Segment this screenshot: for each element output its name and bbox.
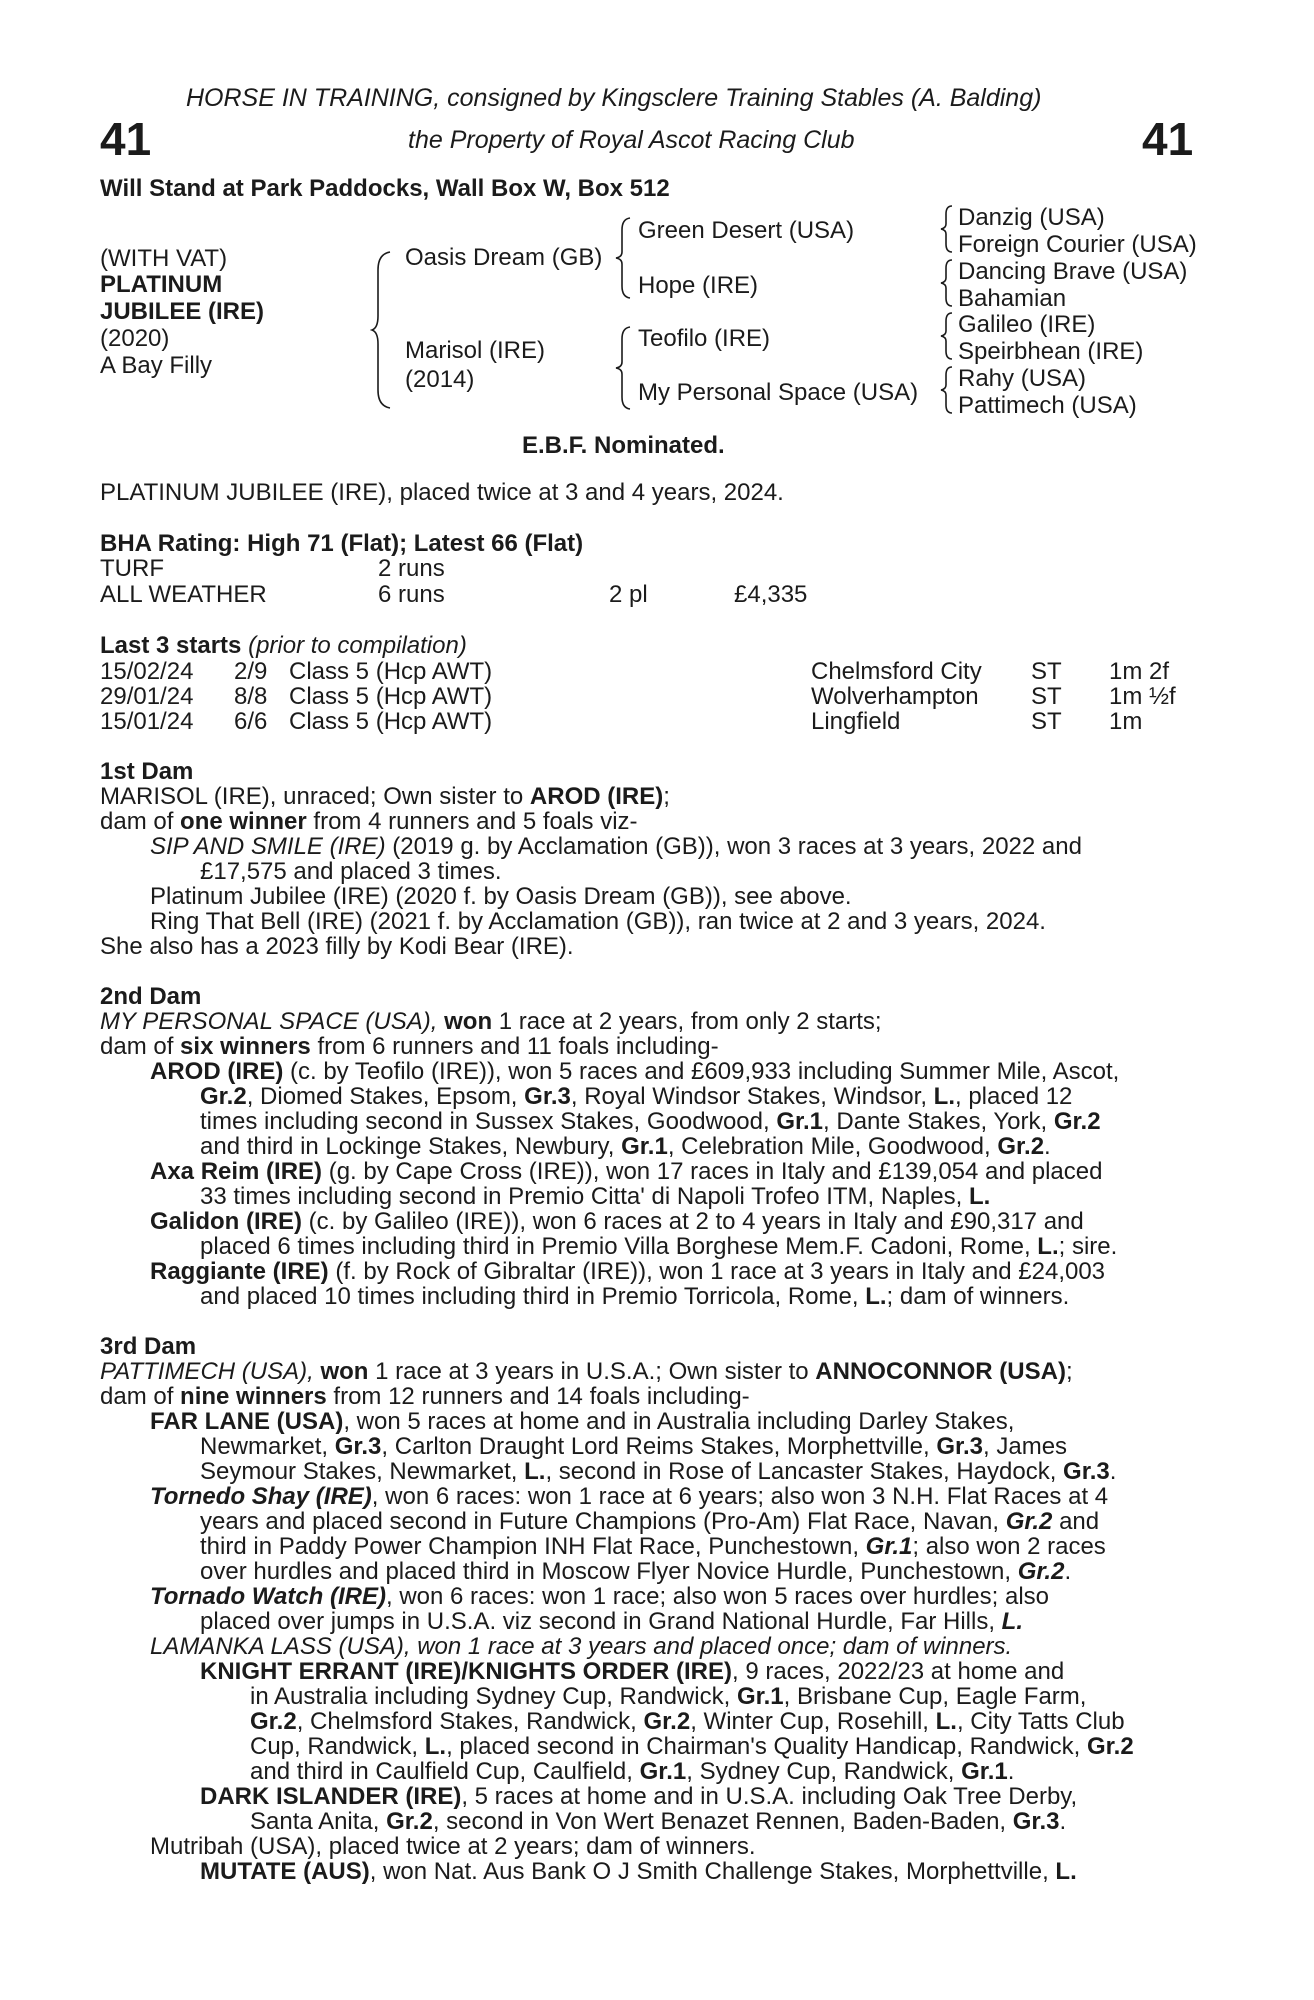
third-dam-line: placed over jumps in U.S.A. viz second in Grand National Hurdle, Far Hills, L.	[200, 1608, 1023, 1635]
bha-runs: 2 runs	[378, 555, 445, 582]
pedigree-dam-sire: Teofilo (IRE)	[638, 325, 771, 352]
second-dam-line: and placed 10 times including third in Premio Torricola, Rome, L.; dam of winners.	[200, 1283, 1070, 1310]
pedigree-sire: Oasis Dream (GB)	[405, 244, 603, 271]
third-dam-line: Santa Anita, Gr.2, second in Von Wert Benazet Rennen, Baden-Baden, Gr.3.	[250, 1808, 1067, 1835]
third-dam-line: in Australia including Sydney Cup, Randwick, Gr.1, Brisbane Cup, Eagle Farm,	[250, 1683, 1087, 1710]
second-dam-line: times including second in Sussex Stakes, Goodwood, Gr.1, Dante Stakes, York, Gr.2	[200, 1108, 1101, 1135]
third-dam-line: third in Paddy Power Champion INH Flat Race, Punchestown, Gr.1; also won 2 races	[200, 1533, 1106, 1560]
third-dam-line: LAMANKA LASS (USA), won 1 race at 3 years and placed once; dam of winners.	[150, 1633, 1013, 1660]
bha-rating: BHA Rating: High 71 (Flat); Latest 66 (Flat)	[100, 530, 584, 557]
second-dam-line: placed 6 times including third in Premio Villa Borghese Mem.F. Cadoni, Rome, L.; sire.	[200, 1233, 1118, 1260]
second-dam-line: Axa Reim (IRE) (g. by Cape Cross (IRE)), won 17 races in Italy and £139,054 and placed	[150, 1158, 1103, 1185]
start-going: ST	[1031, 658, 1062, 685]
last-starts-heading	[100, 633, 467, 659]
pedigree-dsd: Speirbhean (IRE)	[958, 338, 1144, 365]
bha-surface: TURF	[100, 555, 164, 582]
pedigree-dss: Galileo (IRE)	[958, 311, 1096, 338]
lot-number-right: 41	[1142, 113, 1194, 165]
second-dam-line: dam of six winners from 6 runners and 11 foals including-	[100, 1033, 719, 1060]
race-summary: PLATINUM JUBILEE (IRE), placed twice at 3 and 4 years, 2024.	[100, 479, 784, 506]
stand-location: Will Stand at Park Paddocks, Wall Box W, Box 512	[100, 175, 670, 202]
third-dam-line: dam of nine winners from 12 runners and 14 foals including-	[100, 1383, 750, 1410]
second-dam-line: 33 times including second in Premio Citta' di Napoli Trofeo ITM, Naples, L.	[200, 1183, 991, 1210]
pedigree-ssd: Foreign Courier (USA)	[958, 231, 1197, 258]
first-dam-line: SIP AND SMILE (IRE) (2019 g. by Acclamation (GB)), won 3 races at 3 years, 2022 and	[150, 833, 1082, 860]
bha-prize: £4,335	[734, 581, 808, 608]
third-dam-line: over hurdles and placed third in Moscow Flyer Novice Hurdle, Punchestown, Gr.2.	[200, 1558, 1072, 1585]
start-position: 8/8	[234, 683, 268, 710]
first-dam-line: dam of one winner from 4 runners and 5 foals viz-	[100, 808, 638, 835]
start-course: Wolverhampton	[811, 683, 979, 710]
pedigree-dam-dam: My Personal Space (USA)	[638, 379, 919, 406]
pedigree-dam: Marisol (IRE)	[405, 337, 546, 364]
bha-placed: 2 pl	[609, 581, 648, 608]
pedigree-dds: Rahy (USA)	[958, 365, 1087, 392]
first-dam-line: Ring That Bell (IRE) (2021 f. by Acclamation (GB)), ran twice at 2 and 3 years, 2024.	[150, 908, 1046, 935]
third-dam-line: Seymour Stakes, Newmarket, L., second in Rose of Lancaster Stakes, Haydock, Gr.3.	[200, 1458, 1117, 1485]
pedigree-brace-dam	[614, 325, 636, 411]
horse-name-line1: PLATINUM	[100, 271, 223, 298]
first-dam-line: £17,575 and placed 3 times.	[200, 858, 502, 885]
ebf-nominated: E.B.F. Nominated.	[522, 432, 725, 459]
start-going: ST	[1031, 683, 1062, 710]
pedigree-sire-sire: Green Desert (USA)	[638, 217, 855, 244]
lot-number-left: 41	[100, 113, 152, 165]
start-race: Class 5 (Hcp AWT)	[289, 708, 493, 735]
third-dam-line: MUTATE (AUS), won Nat. Aus Bank O J Smith Challenge Stakes, Morphettville, L.	[200, 1858, 1077, 1885]
start-course: Chelmsford City	[811, 658, 982, 685]
pedigree-sss: Danzig (USA)	[958, 204, 1105, 231]
third-dam-line: Mutribah (USA), placed twice at 2 years; dam of winners.	[150, 1833, 756, 1860]
third-dam-line: Tornedo Shay (IRE), won 6 races: won 1 race at 6 years; also won 3 N.H. Flat Races at 4	[150, 1483, 1109, 1510]
horse-description: A Bay Filly	[100, 352, 213, 379]
start-race: Class 5 (Hcp AWT)	[289, 683, 493, 710]
start-distance: 1m ½f	[1109, 683, 1176, 710]
start-date: 29/01/24	[100, 683, 194, 710]
horse-name-line2: JUBILEE (IRE)	[100, 298, 265, 325]
pedigree-brace-main	[370, 250, 400, 410]
start-race: Class 5 (Hcp AWT)	[289, 658, 493, 685]
start-date: 15/02/24	[100, 658, 194, 685]
second-dam-line: AROD (IRE) (c. by Teofilo (IRE)), won 5 races and £609,933 including Summer Mile, Ascot,	[150, 1058, 1120, 1085]
second-dam-line: MY PERSONAL SPACE (USA), won 1 race at 2 years, from only 2 starts;	[100, 1008, 882, 1035]
start-distance: 1m	[1109, 708, 1143, 735]
start-distance: 1m 2f	[1109, 658, 1170, 685]
third-dam-line: years and placed second in Future Champions (Pro-Am) Flat Race, Navan, Gr.2 and	[200, 1508, 1100, 1535]
first-dam-line: Platinum Jubilee (IRE) (2020 f. by Oasis Dream (GB)), see above.	[150, 883, 852, 910]
pedigree-brace-sire	[614, 216, 636, 300]
third-dam-line: FAR LANE (USA), won 5 races at home and in Australia including Darley Stakes,	[150, 1408, 1015, 1435]
third-dam-line: PATTIMECH (USA), won 1 race at 3 years in U.S.A.; Own sister to ANNOCONNOR (USA);	[100, 1358, 1073, 1385]
start-position: 6/6	[234, 708, 268, 735]
pedigree-sdd: Bahamian	[958, 285, 1067, 312]
header-consignor-line: HORSE IN TRAINING, consigned by Kingsclere Training Stables (A. Balding)	[186, 84, 1042, 112]
pedigree-sire-dam: Hope (IRE)	[638, 272, 759, 299]
pedigree-brace-sd	[938, 258, 958, 308]
third-dam-line: KNIGHT ERRANT (IRE)/KNIGHTS ORDER (IRE), 9 races, 2022/23 at home and	[200, 1658, 1065, 1685]
third-dam-line: Cup, Randwick, L., placed second in Chairman's Quality Handicap, Randwick, Gr.2	[250, 1733, 1134, 1760]
start-position: 2/9	[234, 658, 268, 685]
third-dam-line: Gr.2, Chelmsford Stakes, Randwick, Gr.2, Winter Cup, Rosehill, L., City Tatts Club	[250, 1708, 1125, 1735]
pedigree-brace-dd	[938, 365, 958, 415]
second-dam-line: Gr.2, Diomed Stakes, Epsom, Gr.3, Royal Windsor Stakes, Windsor, L., placed 12	[200, 1083, 1073, 1110]
start-course: Lingfield	[811, 708, 901, 735]
first-dam-line: She also has a 2023 filly by Kodi Bear (IRE).	[100, 933, 574, 960]
third-dam-line: Newmarket, Gr.3, Carlton Draught Lord Reims Stakes, Morphettville, Gr.3, James	[200, 1433, 1068, 1460]
pedigree-brace-ds	[938, 311, 958, 361]
third-dam-line: and third in Caulfield Cup, Caulfield, Gr.1, Sydney Cup, Randwick, Gr.1.	[250, 1758, 1015, 1785]
second-dam-line: Galidon (IRE) (c. by Galileo (IRE)), won 6 races at 2 to 4 years in Italy and £90,317 and	[150, 1208, 1084, 1235]
last-starts-note: (prior to compilation)	[248, 632, 467, 659]
start-date: 15/01/24	[100, 708, 194, 735]
second-dam-line: Raggiante (IRE) (f. by Rock of Gibraltar (IRE)), won 1 race at 3 years in Italy and £24,003	[150, 1258, 1106, 1285]
last-starts-title: Last 3 starts	[100, 632, 242, 659]
vat-note: (WITH VAT)	[100, 245, 228, 272]
second-dam-line: and third in Lockinge Stakes, Newbury, Gr.1, Celebration Mile, Goodwood, Gr.2.	[200, 1133, 1051, 1160]
pedigree-sds: Dancing Brave (USA)	[958, 258, 1188, 285]
first-dam-line: MARISOL (IRE), unraced; Own sister to AROD (IRE);	[100, 783, 670, 810]
bha-surface: ALL WEATHER	[100, 581, 267, 608]
first-dam-heading: 1st Dam	[100, 758, 194, 785]
third-dam-heading: 3rd Dam	[100, 1333, 197, 1360]
third-dam-line: DARK ISLANDER (IRE), 5 races at home and in U.S.A. including Oak Tree Derby,	[200, 1783, 1078, 1810]
header-owner-line: the Property of Royal Ascot Racing Club	[408, 126, 855, 154]
bha-runs: 6 runs	[378, 581, 445, 608]
pedigree-ddd: Pattimech (USA)	[958, 392, 1137, 419]
second-dam-heading: 2nd Dam	[100, 983, 202, 1010]
pedigree-dam-year: (2014)	[405, 366, 475, 393]
horse-year: (2020)	[100, 325, 170, 352]
third-dam-line: Tornado Watch (IRE), won 6 races: won 1 race; also won 5 races over hurdles; also	[150, 1583, 1049, 1610]
pedigree-brace-ss	[938, 204, 958, 254]
start-going: ST	[1031, 708, 1062, 735]
